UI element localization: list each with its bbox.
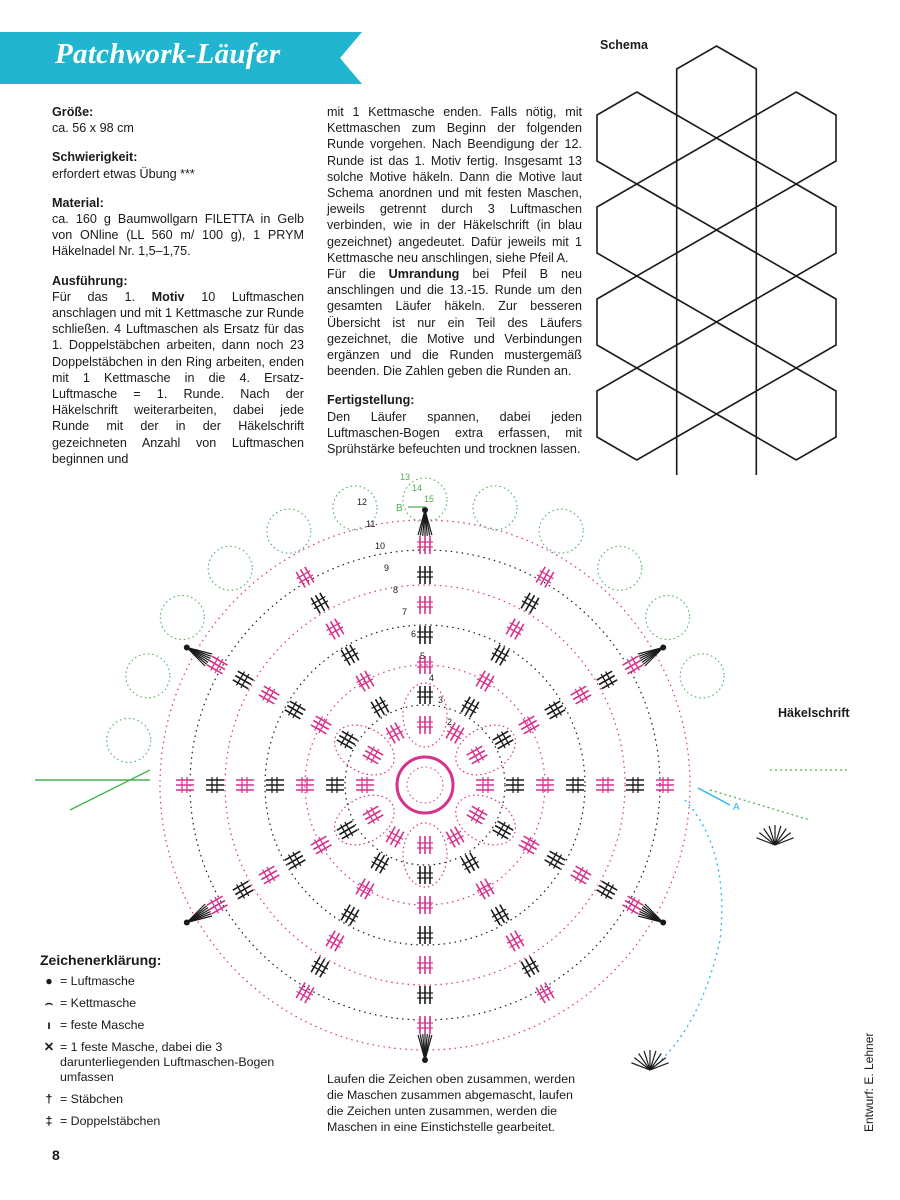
stitch-cluster — [417, 536, 433, 554]
stitch-cluster — [417, 686, 433, 704]
round-number: 13 — [400, 472, 411, 482]
stitch-cluster — [369, 851, 392, 875]
stitch-cluster — [517, 714, 541, 737]
legend-item: ⌢ = Kettmasche — [40, 996, 320, 1011]
stitch-cluster — [361, 744, 385, 767]
arrow-a-line — [698, 788, 730, 805]
stitch-cluster — [339, 903, 362, 927]
stitch-cluster — [621, 654, 645, 677]
schema-hexagon — [677, 46, 757, 138]
round-number: 3 — [438, 695, 444, 705]
stitch-cluster — [534, 981, 557, 1005]
stitch-cluster — [384, 721, 407, 745]
stitch-cluster — [596, 777, 614, 793]
round-number: 4 — [429, 673, 435, 683]
joining-chain — [650, 800, 722, 1070]
stitch-cluster — [474, 669, 497, 693]
ausfuehrung-label: Ausführung: — [52, 273, 128, 288]
fan-center — [422, 507, 428, 513]
stitch-cluster — [369, 695, 392, 719]
stitch-cluster — [504, 929, 527, 953]
round-number: 14 — [412, 483, 423, 493]
stitch-cluster — [205, 654, 229, 677]
schema-label: Schema — [600, 38, 648, 52]
stitch-cluster — [626, 777, 644, 793]
stitch-cluster — [417, 896, 433, 914]
arrow-b-label: B — [396, 503, 403, 514]
ausfuehrung-continued: mit 1 Kettmasche enden. Falls nötig, mit Kettmaschen zum Beginn der folgenden Runde vorgehen. Nach Beendigung der 12. Runde ist das 1. Motiv fertig. Insgesamt 13 solche Motive häkeln. Dann die Motive laut Schema anordnen und mit festen Maschen, jeweils getrennt durch 3 Luftmaschen verbinden, wie in der Häkelschrift (in blau gezeichnet) angedeutet. Dafür jeweils mit 1 Kettmasche neu anschlingen, siehe Pfeil A. — [327, 105, 582, 265]
stitch-cluster — [354, 669, 377, 693]
stitch-cluster — [231, 879, 255, 902]
ausfuehrung-p2c: bei Pfeil B neu anschlingen und die 13.-15. Runde um den gesamten Läufer häkeln. Zur besseren Übersicht ist nur ein Teil des Läufers gezeichnet, die Motive und Verbindungen ergänzen und die Runden mustergemäß beenden. Die Zahlen geben die Runden an. — [327, 267, 582, 379]
legend-item: ‡ = Doppelstäbchen — [40, 1114, 320, 1129]
schema-hexagon — [677, 138, 757, 230]
stitch-cluster — [206, 777, 224, 793]
stitch-cluster — [569, 684, 593, 707]
stitch-cluster — [417, 1016, 433, 1034]
material-label: Material: — [52, 195, 104, 210]
round-number: 11 — [366, 519, 376, 529]
stitch-cluster — [354, 877, 377, 901]
stitch-cluster — [504, 617, 527, 641]
stitch-cluster — [309, 834, 333, 857]
center-chain — [407, 767, 443, 803]
stitch-cluster — [283, 699, 307, 722]
stitch-cluster — [536, 777, 554, 793]
stitch-cluster — [543, 849, 567, 872]
stitch-cluster — [294, 565, 317, 589]
border-scallop — [539, 509, 583, 553]
material-value: ca. 160 g Baumwollgarn FILETTA in Gelb von ONline (LL 560 m/ 100 g), 1 PRYM Häkelnadel Nr. 1,5–1,75. — [52, 212, 304, 259]
legend-item: ı = feste Masche — [40, 1018, 320, 1033]
round-number: 2 — [447, 717, 453, 727]
treble-crochet-icon: ‡ — [45, 1114, 53, 1128]
fan-center — [660, 645, 666, 651]
stitch-cluster — [517, 834, 541, 857]
stitch-cluster — [417, 716, 433, 734]
ausfuehrung-p1a: Für das 1. — [52, 289, 152, 304]
stitch-cluster — [519, 591, 542, 615]
stitch-cluster — [476, 777, 494, 793]
stitch-cluster — [326, 777, 344, 793]
schwierigkeit-label: Schwierigkeit: — [52, 150, 138, 165]
border-scallop — [126, 654, 170, 698]
round-number: 9 — [384, 563, 390, 573]
text-column-right — [327, 104, 582, 470]
schema-hexagon — [597, 184, 677, 276]
slip-stitch-icon: ⌢ — [44, 996, 54, 1010]
stitch-cluster — [339, 643, 362, 667]
stitch-cluster — [444, 825, 467, 849]
stitch-cluster — [459, 695, 482, 719]
stitch-cluster — [417, 626, 433, 644]
schema-hexagon — [756, 276, 836, 368]
schema-hexagon — [597, 276, 677, 368]
fan-center — [184, 920, 190, 926]
stitch-cluster — [595, 879, 619, 902]
center-ring — [397, 757, 453, 813]
stitch-cluster — [176, 777, 194, 793]
fan-center — [422, 1057, 428, 1063]
chain-stitch-icon: ● — [45, 974, 53, 988]
schema-hexagon — [756, 368, 836, 460]
stitch-cluster — [335, 729, 359, 752]
schema-hexagon-layout — [585, 30, 860, 475]
legend — [40, 952, 320, 1136]
border-arm-right — [710, 770, 850, 820]
stitch-cluster — [309, 714, 333, 737]
border-scallop — [680, 654, 724, 698]
border-scallop — [107, 718, 151, 762]
round-number: 15 — [424, 494, 435, 504]
stitch-cluster — [534, 565, 557, 589]
stitch-cluster — [621, 894, 645, 917]
stitch-cluster — [459, 851, 482, 875]
fertigstellung-value: Den Läufer spannen, dabei jeden Luftmaschen-Bogen extra erfassen, mit Sprühstärke befeuchten und trocknen lassen. — [327, 409, 582, 457]
round-number: 7 — [402, 607, 408, 617]
stitch-cluster — [296, 777, 314, 793]
stitch-cluster — [489, 643, 512, 667]
stitch-cluster — [489, 903, 512, 927]
border-scallop — [267, 509, 311, 553]
schema-hexagon — [677, 414, 757, 475]
border-scallop — [208, 546, 252, 590]
schema-hexagon — [677, 230, 757, 322]
border-scallop — [473, 486, 517, 530]
fertigstellung-label: Fertigstellung: — [327, 393, 415, 408]
stitch-cluster — [569, 864, 593, 887]
stitch-cluster — [231, 669, 255, 692]
stitch-cluster — [236, 777, 254, 793]
schema-hexagon — [677, 322, 757, 414]
page-number: 8 — [52, 1147, 60, 1163]
stitch-cluster — [324, 617, 347, 641]
stitch-cluster — [417, 836, 433, 854]
dotted-ring — [190, 550, 660, 1020]
text-column-left — [52, 104, 304, 480]
stitch-cluster — [257, 864, 281, 887]
legend-item: † = Stäbchen — [40, 1092, 320, 1107]
ausfuehrung-p1c: 10 Luftmaschen anschlagen und mit 1 Kettmasche zur Runde schließen. 4 Luftmaschen als Ersatz für das 1. Doppelstäbchen arbeiten, dann noch 23 Doppelstäbchen in den Ring arbeiten, enden mit 1 Kettmasche in die 4. Ersatz-Luftmasche = 1. Runde. Nach der Häkelschrift weiterarbeiten, dabei jede Runde mit der in der Häkelschrift gezeichneten Anzahl von Luftmaschen beginnen und — [52, 289, 304, 466]
border-scallop — [646, 596, 690, 640]
stitch-cluster — [361, 804, 385, 827]
stitch-cluster — [309, 591, 332, 615]
stitch-cluster — [356, 777, 374, 793]
stitch-cluster — [474, 877, 497, 901]
stitch-cluster — [324, 929, 347, 953]
legend-item: ✕ = 1 feste Masche, dabei die 3 darunterliegenden Luftmaschen-Bogen umfassen — [40, 1040, 320, 1085]
page-title: Patchwork-Läufer — [55, 38, 281, 70]
round-number: 5 — [420, 651, 426, 661]
dotted-ring — [225, 585, 625, 985]
border-scallop — [598, 546, 642, 590]
stitch-cluster — [417, 596, 433, 614]
stitch-note: Laufen die Zeichen oben zusammen, werden die Maschen zusammen abgemascht, laufen die Zeichen unten zusammen, werden die Maschen in eine Einstichstelle gearbeitet. — [327, 1072, 575, 1134]
stitch-cluster — [465, 744, 489, 767]
stitch-cluster — [266, 777, 284, 793]
motiv-bold: Motiv — [151, 289, 185, 304]
legend-item: ● = Luftmasche — [40, 974, 320, 989]
stitch-cluster — [417, 986, 433, 1004]
arrow-a-label: A — [733, 802, 740, 813]
legend-title: Zeichenerklärung: — [40, 952, 162, 968]
border-arm-left — [35, 770, 150, 810]
haekelschrift-label: Häkelschrift — [778, 706, 850, 720]
round-number: 10 — [375, 541, 386, 551]
umrandung-bold: Umrandung — [388, 267, 460, 282]
stitch-cluster — [257, 684, 281, 707]
fan-center — [184, 645, 190, 651]
single-crochet-around-icon: ✕ — [43, 1040, 55, 1054]
stitch-cluster — [491, 819, 515, 842]
stitch-cluster — [417, 566, 433, 584]
stitch-cluster — [417, 926, 433, 944]
stitch-cluster — [506, 777, 524, 793]
stitch-cluster — [384, 825, 407, 849]
round-number: 12 — [357, 497, 368, 507]
schwierigkeit-value: erfordert etwas Übung *** — [52, 166, 195, 181]
schema-hexagon — [756, 184, 836, 276]
stitch-cluster — [205, 894, 229, 917]
schema-hexagon — [756, 92, 836, 184]
stitch-cluster — [566, 777, 584, 793]
round-number: 6 — [411, 629, 417, 639]
groesse-label: Größe: — [52, 105, 94, 119]
schema-hexagon — [597, 92, 677, 184]
groesse-value: ca. 56 x 98 cm — [52, 121, 134, 136]
stitch-cluster — [656, 777, 674, 793]
ausfuehrung-p2a: Für die — [327, 267, 389, 282]
stitch-cluster — [543, 699, 567, 722]
stitch-cluster — [519, 955, 542, 979]
border-scallop — [160, 596, 204, 640]
stitch-cluster — [465, 804, 489, 827]
schema-hexagon — [597, 368, 677, 460]
stitch-cluster — [595, 669, 619, 692]
double-crochet-icon: † — [45, 1092, 53, 1106]
stitch-cluster — [417, 956, 433, 974]
fan-center — [660, 920, 666, 926]
round-number: 8 — [393, 585, 399, 595]
stitch-cluster — [417, 866, 433, 884]
stitch-cluster — [283, 849, 307, 872]
single-crochet-icon: ı — [47, 1018, 51, 1032]
design-credit: Entwurf: E. Lehner — [862, 1032, 876, 1132]
